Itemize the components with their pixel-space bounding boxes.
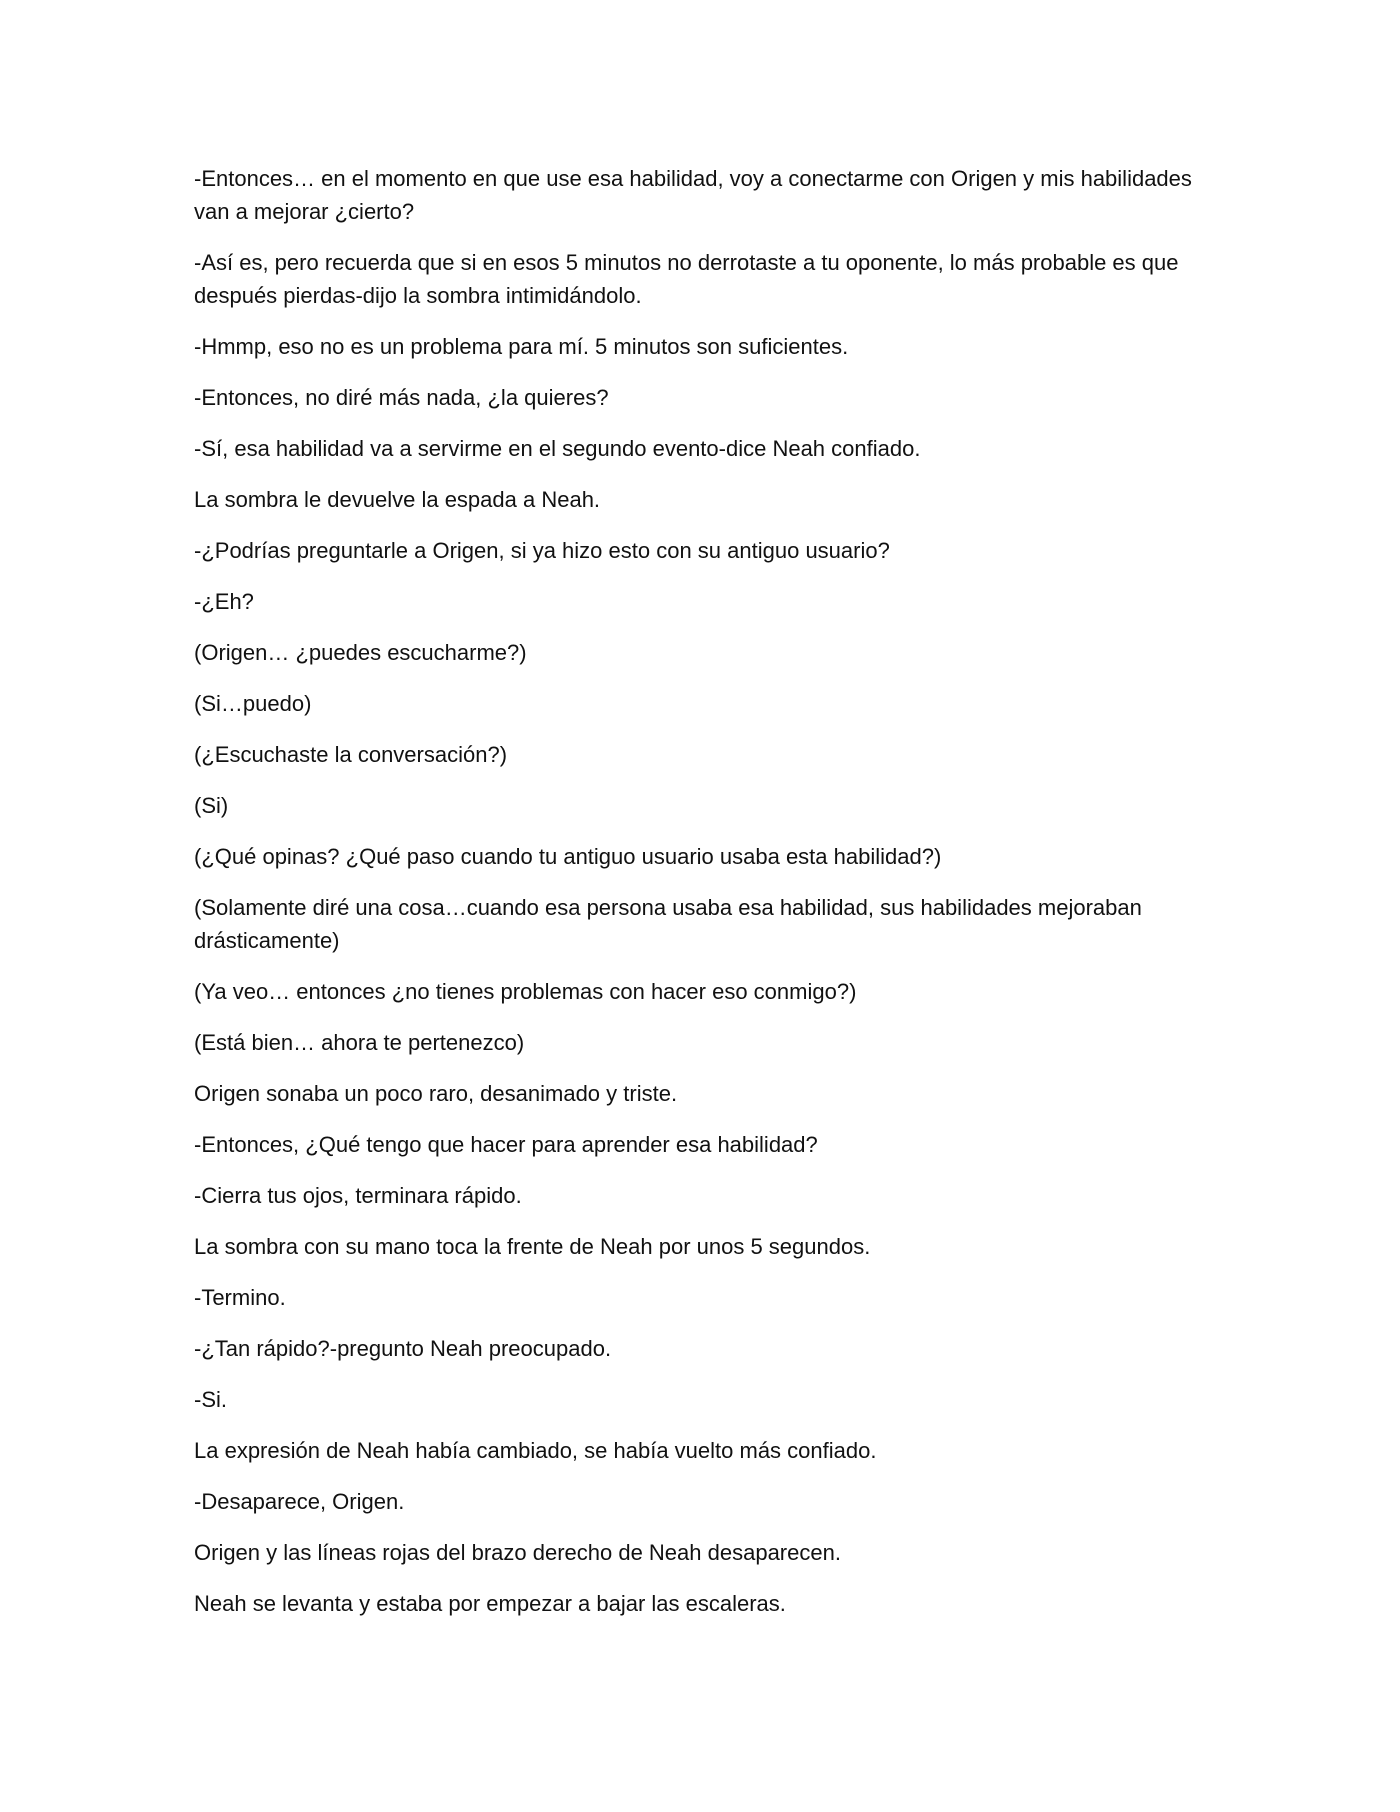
paragraph: -¿Podrías preguntarle a Origen, si ya hizo esto con su antiguo usuario? <box>194 538 890 563</box>
paragraph: (¿Escuchaste la conversación?) <box>194 742 508 767</box>
document-body <box>194 162 1194 1638</box>
paragraph: (Origen… ¿puedes escucharme?) <box>194 640 527 665</box>
paragraph: -Termino. <box>194 1285 286 1310</box>
paragraph: (Ya veo… entonces ¿no tienes problemas con hacer eso conmigo?) <box>194 979 857 1004</box>
paragraph: La sombra con su mano toca la frente de Neah por unos 5 segundos. <box>194 1234 871 1259</box>
paragraph: -Así es, pero recuerda que si en esos 5 minutos no derrotaste a tu oponente, lo más probable es que después pierdas-dijo la sombra intimidándolo. <box>194 250 1179 308</box>
paragraph: (Si…puedo) <box>194 691 312 716</box>
paragraph: -Si. <box>194 1387 227 1412</box>
paragraph: Neah se levanta y estaba por empezar a bajar las escaleras. <box>194 1591 786 1616</box>
paragraph: -Hmmp, eso no es un problema para mí. 5 minutos son suficientes. <box>194 334 849 359</box>
paragraph: (Si) <box>194 793 229 818</box>
paragraph: La sombra le devuelve la espada a Neah. <box>194 487 601 512</box>
paragraph: -¿Tan rápido?-pregunto Neah preocupado. <box>194 1336 612 1361</box>
paragraph: (Está bien… ahora te pertenezco) <box>194 1030 525 1055</box>
paragraph: -Sí, esa habilidad va a servirme en el segundo evento-dice Neah confiado. <box>194 436 921 461</box>
paragraph: -Entonces, no diré más nada, ¿la quieres? <box>194 385 609 410</box>
paragraph: -Entonces, ¿Qué tengo que hacer para aprender esa habilidad? <box>194 1132 818 1157</box>
paragraph: (¿Qué opinas? ¿Qué paso cuando tu antiguo usuario usaba esta habilidad?) <box>194 844 942 869</box>
paragraph: -Cierra tus ojos, terminara rápido. <box>194 1183 522 1208</box>
paragraph: (Solamente diré una cosa…cuando esa persona usaba esa habilidad, sus habilidades mejoraban drásticamente) <box>194 895 1142 953</box>
paragraph: -Desaparece, Origen. <box>194 1489 405 1514</box>
paragraph: Origen sonaba un poco raro, desanimado y triste. <box>194 1081 678 1106</box>
paragraph: La expresión de Neah había cambiado, se había vuelto más confiado. <box>194 1438 877 1463</box>
paragraph: -¿Eh? <box>194 589 254 614</box>
paragraph: -Entonces… en el momento en que use esa habilidad, voy a conectarme con Origen y mis habilidades van a mejorar ¿cierto? <box>194 166 1192 224</box>
paragraph: Origen y las líneas rojas del brazo derecho de Neah desaparecen. <box>194 1540 841 1565</box>
